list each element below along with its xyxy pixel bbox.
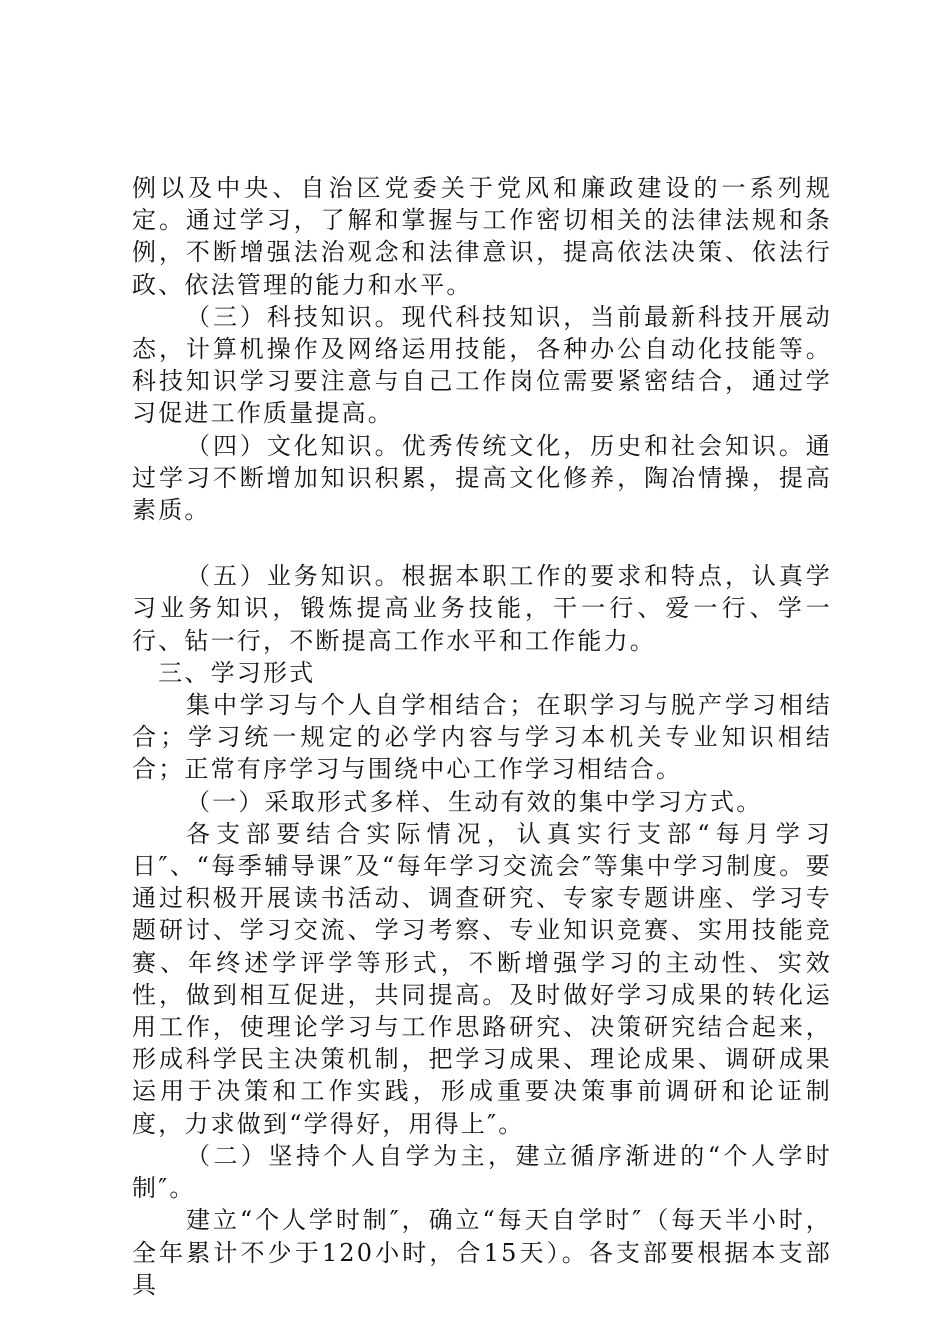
document-page [132,172,832,1301]
paragraph-study-combination: 集中学习与个人自学相结合；在职学习与脱产学习相结合；学习统一规定的必学内容与学习本机关专业知识相结合；正常有序学习与围绕中心工作学习相结合。 [132,691,832,784]
paragraph-personal-study-hours: 建立“个人学时制″，确立“每天自学时″（每天半小时，全年累计不少于120小时，合15天）。各支部要根据本支部具 [132,1206,832,1299]
subheading-personal-study: （二）坚持个人自学为主，建立循序渐进的“个人学时制″。 [132,1141,832,1203]
paragraph-tech-knowledge: （三）科技知识。现代科技知识，当前最新科技开展动态，计算机操作及网络运用技能，各种办公自动化技能等。科技知识学习要注意与自己工作岗位需要紧密结合，通过学习促进工作质量提高。 [132,302,832,428]
section-heading-study-forms: 三、学习形式 [132,658,316,687]
paragraph-law-study-continued: 例以及中央、自治区党委关于党风和廉政建设的一系列规定。通过学习，了解和掌握与工作密切相关的法律法规和条例，不断增强法治观念和法律意识，提高依法决策、依法行政、依法管理的能力和水平。 [132,174,832,299]
paragraph-culture-knowledge: （四）文化知识。优秀传统文化，历史和社会知识。通过学习不断增加知识积累，提高文化修养，陶冶情操，提高素质。 [132,431,832,525]
paragraph-business-knowledge: （五）业务知识。根据本职工作的要求和特点，认真学习业务知识，锻炼提高业务技能，干一行、爱一行、学一行、钻一行，不断提高工作水平和工作能力。 [132,562,832,655]
subheading-centralized-study: （一）采取形式多样、生动有效的集中学习方式。 [186,787,763,816]
paragraph-centralized-study-details: 各支部要结合实际情况，认真实行支部“每月学习日″、“每季辅导课″及“每年学习交流会″等集中学习制度。要通过积极开展读书活动、调查研究、专家专题讲座、学习专题研讨、学习交流、学习考察、专业知识竞赛、实用技能竞赛、年终述学评学等形式，不断增强学习的主动性、实效性，做到相互促进，共同提高。及时做好学习成果的转化运用工作，使理论学习与工作思路研究、决策研究结合起来，形成科学民主决策机制，把学习成果、理论成果、调研成果运用于决策和工作实践，形成重要决策事前调研和论证制度，力求做到“学得好，用得上″。 [132,819,832,1138]
